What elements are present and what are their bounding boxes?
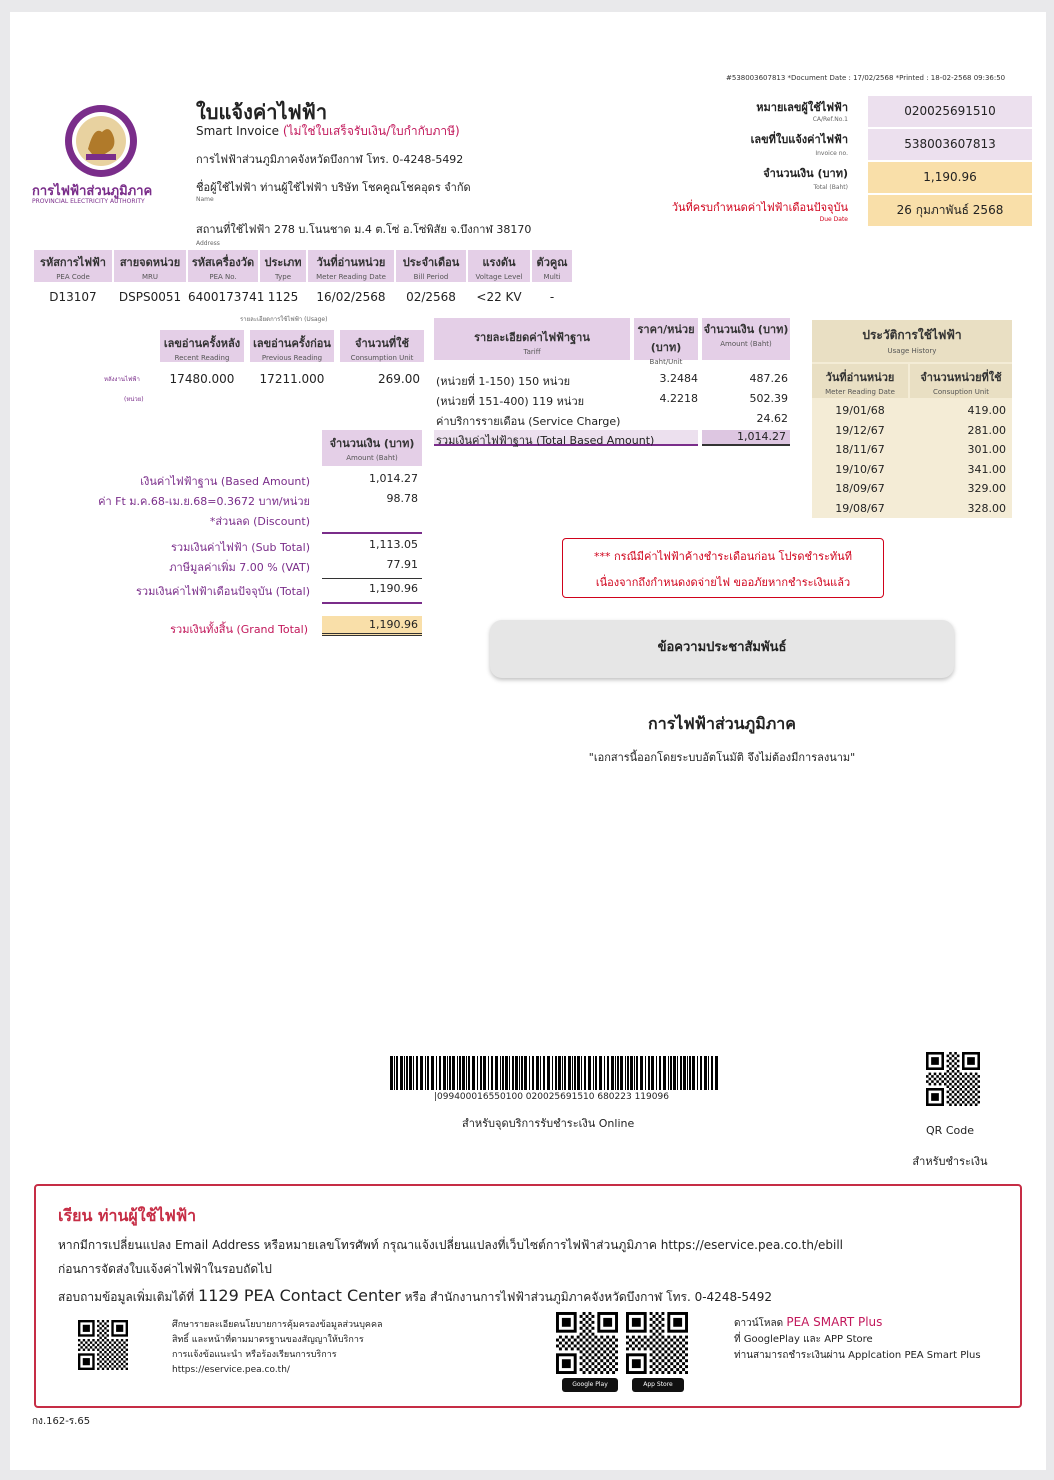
customer-notice-box [34, 1184, 1022, 1408]
notice-heading: เรียน ท่านผู้ใช้ไฟฟ้า [58, 1206, 197, 1225]
logo-name-th: การไฟฟ้าส่วนภูมิภาค [32, 184, 153, 199]
history-unit: 341.00 [967, 462, 1006, 476]
meter-info-value: 02/2568 [406, 290, 456, 304]
notice-text-1: หากมีการเปลี่ยนแปลง Email Address หรือหมายเลขโทรศัพท์ กรุณาแจ้งเปลี่ยนแปลงที่เว็บไซต์การไฟฟ้าส่วนภูมิภาค https://eservice.pea.co.th/ebill [58, 1238, 844, 1252]
meter-info-value: D13107 [49, 290, 97, 304]
meter-info-header: แรงดัน Voltage Level [468, 250, 530, 282]
tariff-row-2-label: (หน่วยที่ 151-400) 119 หน่วย [436, 395, 585, 408]
meter-info-header: สายจดหน่วย MRU [114, 250, 186, 282]
meter-info-value: 16/02/2568 [316, 290, 386, 304]
invoice-title: ใบแจ้งค่าไฟฟ้า [196, 100, 328, 124]
meter-info-header: ตัวคูณ Multi [532, 250, 572, 282]
usage-row-unit: (หน่วย) [124, 396, 144, 403]
history-date: 19/01/68 [835, 404, 885, 417]
amount-header: จำนวนเงิน (บาท) Amount (Baht) [322, 430, 422, 466]
tariff-table [434, 318, 792, 447]
meter-info-value: 6400173741 [188, 290, 265, 304]
total-current-label: รวมเงินค่าไฟฟ้าเดือนปัจจุบัน (Total) [136, 585, 310, 598]
notice-line-1: *** กรณีมีค่าไฟฟ้าค้างชำระเดือนก่อน โปรดชำระทันที [594, 550, 852, 563]
app-text [734, 1314, 981, 1364]
contact-suffix: หรือ สำนักงานการไฟฟ้าส่วนภูมิภาคจังหวัดบึงกาฬ โทร. 0-4248-5492 [404, 1290, 772, 1304]
total-label: จำนวนเงิน (บาท) [763, 167, 848, 180]
customer-name: ชื่อผู้ใช้ไฟฟ้า ท่านผู้ใช้ไฟฟ้า บริษัท โชคคูณโชคอุดร จำกัด [196, 181, 471, 194]
tariff-row-2-rate: 4.2218 [659, 392, 698, 405]
ca-value: 020025691510 [868, 96, 1032, 127]
overdue-notice [562, 538, 884, 598]
google-play-badge[interactable]: Google Play [562, 1378, 618, 1392]
total-value: 1,190.96 [868, 162, 1032, 193]
history-date: 18/11/67 [835, 443, 885, 457]
usage-previous-value: 17211.000 [259, 372, 325, 386]
auto-doc-note: "เอกสารนี้ออกโดยระบบอัตโนมัติ จึงไม่ต้องมีการลงนาม" [588, 751, 856, 764]
meter-info-value: DSPS0051 [118, 290, 182, 304]
logo-name-en: PROVINCIAL ELECTRICITY AUTHORITY [32, 198, 145, 205]
app-line-2: ที่ GooglePlay และ APP Store [734, 1334, 873, 1345]
app-line-1: ดาวน์โหลด PEA SMART Plus [734, 1315, 883, 1329]
barcode-caption: สำหรับจุดบริการรับชำระเงิน Online [462, 1117, 635, 1130]
meter-info-value: - [549, 290, 555, 304]
discount-label: *ส่วนลด (Discount) [209, 515, 310, 528]
due-date-sublabel: Due Date [819, 216, 848, 223]
privacy-line-2: สิทธิ์ และหน้าที่ตามมาตรฐานของสัญญาให้บริการ [172, 1335, 364, 1345]
barcode-number: |099400016550100 020025691510 680223 119096 [434, 1092, 669, 1102]
tariff-header-amount: จำนวนเงิน (บาท) Amount (Baht) [702, 318, 790, 360]
name-label: Name [196, 196, 214, 203]
meter-info-header: ประเภท Type [260, 250, 306, 282]
meter-info-header: รหัสเครื่องวัด PEA No. [188, 250, 258, 282]
meter-info-value: <22 KV [476, 290, 522, 304]
subtotal-label: รวมเงินค่าไฟฟ้า (Sub Total) [170, 541, 310, 554]
meter-info-header: ประจำเดือน Bill Period [396, 250, 466, 282]
grand-total-value: 1,190.96 [322, 616, 422, 636]
payment-qr-code [926, 1052, 980, 1106]
vat-value: 77.91 [386, 558, 418, 571]
usage-consumption-value: 269.00 [378, 372, 420, 386]
tariff-row-1-amount: 487.26 [749, 372, 788, 385]
due-date-value: 26 กุมภาพันธ์ 2568 [868, 195, 1032, 226]
meter-info-table [34, 250, 582, 306]
usage-recent-value: 17480.000 [169, 372, 235, 386]
payment-barcode [390, 1056, 724, 1090]
ca-sublabel: CA/Ref.No.1 [812, 116, 848, 123]
privacy-text [172, 1318, 382, 1378]
notice-line-2: เนื่องจากถึงกำหนดงดจ่ายไฟ ขออภัยหากชำระเงินแล้ว [595, 576, 851, 589]
notice-text-2: ก่อนการจัดส่งใบแจ้งค่าไฟฟ้าในรอบถัดไป [58, 1262, 272, 1276]
history-unit: 281.00 [967, 423, 1006, 437]
history-unit: 419.00 [967, 404, 1006, 417]
notice-text-3 [58, 1286, 772, 1307]
tariff-header-detail: รายละเอียดค่าไฟฟ้าฐาน Tariff [434, 318, 630, 360]
total-sublabel: Total (Baht) [813, 184, 848, 191]
tariff-total-value: 1,014.27 [702, 430, 790, 446]
qr-label: QR Code [926, 1124, 974, 1137]
invoice-subtitle [196, 122, 460, 141]
privacy-line-3: การแจ้งข้อแนะนำ หรือร้องเรียนการบริการ [172, 1350, 337, 1360]
document-info-line: #538003607813 *Document Date : 17/02/2568 *Printed : 18-02-2568 09:36:50 [726, 74, 1006, 82]
usage-history [812, 320, 1012, 518]
history-header-date: วันที่อ่านหน่วย Meter Reading Date [812, 364, 908, 398]
usage-header-consumption: จำนวนที่ใช้ Consumption Unit [340, 330, 424, 362]
app-store-qr-code [626, 1312, 688, 1374]
qr-caption: สำหรับชำระเงิน [912, 1155, 988, 1168]
due-date-label: วันที่ครบกำหนดค่าไฟฟ้าเดือนปัจจุบัน [671, 201, 848, 214]
vat-label: ภาษีมูลค่าเพิ่ม 7.00 % (VAT) [169, 561, 310, 574]
contact-prefix: สอบถามข้อมูลเพิ่มเติมได้ที่ [58, 1290, 195, 1304]
usage-header-recent: เลขอ่านครั้งหลัง Recent Reading [160, 330, 244, 362]
invoice-no-sublabel: Invoice no. [815, 150, 848, 157]
history-date: 19/08/67 [835, 502, 885, 515]
invoice-no-value: 538003607813 [868, 129, 1032, 160]
privacy-link[interactable]: https://eservice.pea.co.th/ [172, 1365, 290, 1375]
invoice-no-label: เลขที่ใบแจ้งค่าไฟฟ้า [750, 133, 848, 146]
app-line-3: ท่านสามารถชำระเงินผ่าน Applcation PEA Smart Plus [734, 1350, 981, 1361]
subtitle-note: (ไม่ใช่ใบเสร็จรับเงิน/ใบกำกับภาษี) [282, 124, 460, 138]
usage-header-previous: เลขอ่านครั้งก่อน Previous Reading [250, 330, 334, 362]
tariff-total-row [434, 430, 698, 446]
tariff-row-1-label: (หน่วยที่ 1-150) 150 หน่วย [436, 375, 571, 388]
history-unit: 328.00 [967, 502, 1006, 515]
ft-value: 98.78 [386, 492, 418, 505]
tariff-row-3-amount: 24.62 [756, 412, 788, 425]
total-current-value: 1,190.96 [369, 582, 418, 595]
meter-info-value: 1125 [267, 290, 299, 304]
history-date: 19/10/67 [835, 462, 885, 476]
office-line: การไฟฟ้าส่วนภูมิภาคจังหวัดบึงกาฬ โทร. 0-4248-5492 [196, 153, 464, 166]
history-date: 18/09/67 [835, 482, 885, 496]
tariff-total-label: รวมเงินค่าไฟฟ้าฐาน (Total Based Amount) [436, 434, 655, 447]
history-unit: 301.00 [967, 443, 1006, 457]
history-date: 19/12/67 [835, 423, 885, 437]
privacy-qr-code [78, 1320, 128, 1370]
ft-label: ค่า Ft ม.ค.68-เม.ย.68=0.3672 บาท/หน่วย [98, 495, 310, 508]
usage-caption: รายละเอียดการใช้ไฟฟ้า (Usage) [240, 316, 328, 323]
app-store-badge[interactable]: App Store [632, 1378, 684, 1392]
app-name: PEA SMART Plus [786, 1315, 883, 1329]
pr-message-box [490, 620, 954, 678]
tariff-header-rate: ราคา/หน่วย (บาท) Baht/Unit [634, 318, 698, 360]
grand-total-label: รวมเงินทั้งสิ้น (Grand Total) [170, 623, 308, 636]
based-amount-label: เงินค่าไฟฟ้าฐาน (Based Amount) [140, 475, 310, 488]
account-info [620, 96, 1022, 226]
address-label: Address [196, 240, 220, 247]
subtotal-value: 1,113.05 [369, 538, 418, 551]
authority-name: การไฟฟ้าส่วนภูมิภาค [648, 714, 796, 733]
history-title: ประวัติการใช้ไฟฟ้า Usage History [812, 320, 1012, 362]
form-code: กง.162-ร.65 [32, 1416, 91, 1427]
amount-rows [40, 470, 422, 598]
meter-info-header: รหัสการไฟฟ้า PEA Code [34, 250, 112, 282]
history-unit: 329.00 [967, 482, 1006, 496]
contact-center: 1129 PEA Contact Center [198, 1286, 401, 1305]
address-line: สถานที่ใช้ไฟฟ้า 278 บ.โนนชาด ม.4 ต.โซ่ อ.โซ่พิสัย จ.บึงกาฬ 38170 [196, 223, 532, 236]
history-header-unit: จำนวนหน่วยที่ใช้ Consuption Unit [910, 364, 1012, 398]
meter-info-header: วันที่อ่านหน่วย Meter Reading Date [308, 250, 394, 282]
invoice-page [10, 12, 1046, 1470]
privacy-line-1: ศึกษารายละเอียดนโยบายการคุ้มครองข้อมูลส่วนบุคคล [172, 1320, 383, 1330]
tariff-row-2-amount: 502.39 [749, 392, 788, 405]
based-amount-value: 1,014.27 [369, 472, 418, 485]
subtitle-prefix: Smart Invoice [196, 124, 280, 138]
pr-title: ข้อความประชาสัมพันธ์ [657, 640, 787, 655]
ca-label: หมายเลขผู้ใช้ไฟฟ้า [756, 101, 848, 114]
tariff-row-3-label: ค่าบริการรายเดือน (Service Charge) [436, 415, 621, 428]
usage-row-label: หลังงานไฟฟ้า [104, 376, 140, 383]
usage-table [160, 330, 424, 390]
pea-logo [64, 104, 138, 178]
tariff-row-1-rate: 3.2484 [659, 372, 698, 385]
google-play-qr-code [556, 1312, 618, 1374]
